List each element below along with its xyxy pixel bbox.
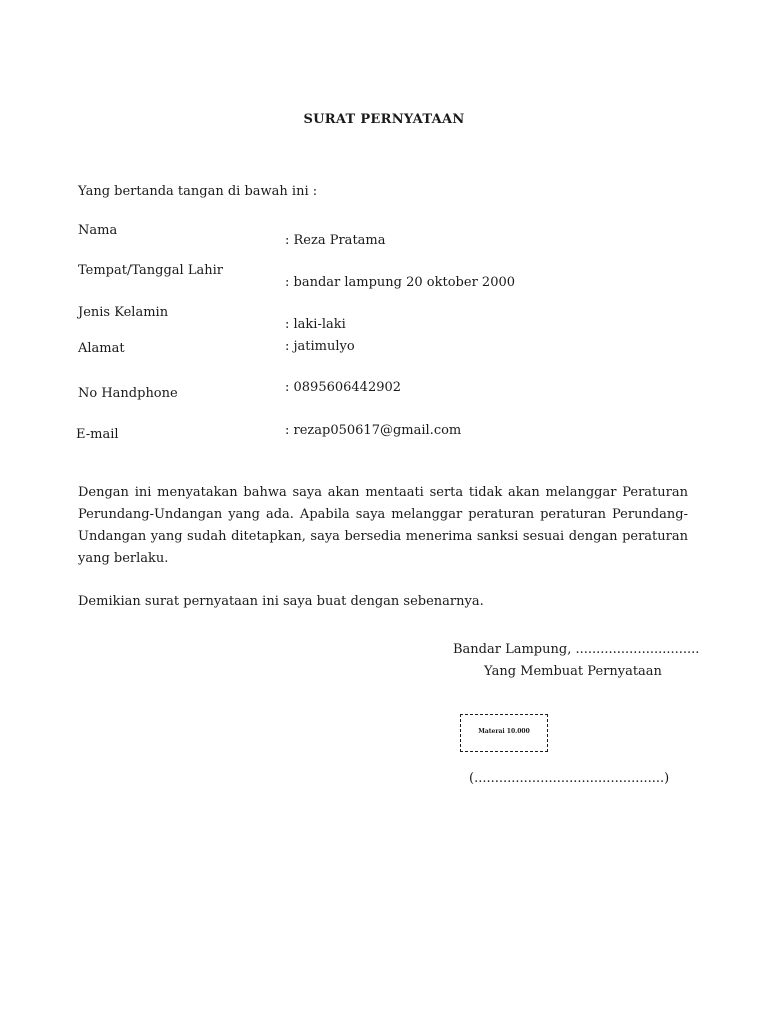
field-label-jenis-kelamin: Jenis Kelamin	[78, 305, 169, 320]
field-label-ttl: Tempat/Tanggal Lahir	[78, 263, 223, 278]
stamp-label: Materai 10.000	[478, 728, 530, 735]
field-label-handphone: No Handphone	[78, 386, 178, 401]
closing-text: Demikian surat pernyataan ini saya buat dengan sebenarnya.	[78, 594, 484, 609]
field-label-email: E-mail	[76, 427, 119, 442]
field-value-nama: : Reza Pratama	[285, 233, 386, 248]
field-value-alamat: : jatimulyo	[285, 339, 355, 354]
field-value-email: : rezap050617@gmail.com	[285, 423, 462, 438]
field-value-handphone: : 0895606442902	[285, 380, 402, 395]
intro-text: Yang bertanda tangan di bawah ini :	[78, 184, 318, 199]
signer-role: Yang Membuat Pernyataan	[484, 664, 662, 679]
signature-line: (..............................................)	[469, 771, 670, 786]
stamp-box	[460, 714, 548, 752]
field-value-ttl: : bandar lampung 20 oktober 2000	[285, 275, 516, 290]
statement-paragraph: Dengan ini menyatakan bahwa saya akan mentaati serta tidak akan melanggar Peraturan Perundang-Undangan yang ada. Apabila saya melanggar peraturan peraturan Perundang-Undangan yang sudah ditetapkan, saya bersedia menerima sanksi sesuai dengan peraturan yang berlaku.	[78, 485, 688, 566]
field-label-nama: Nama	[78, 223, 118, 238]
place-date: Bandar Lampung, ..............................	[453, 642, 700, 657]
field-value-jenis-kelamin: : laki-laki	[285, 317, 346, 332]
document-title: SURAT PERNYATAAN	[303, 112, 465, 127]
field-label-alamat: Alamat	[78, 341, 125, 356]
